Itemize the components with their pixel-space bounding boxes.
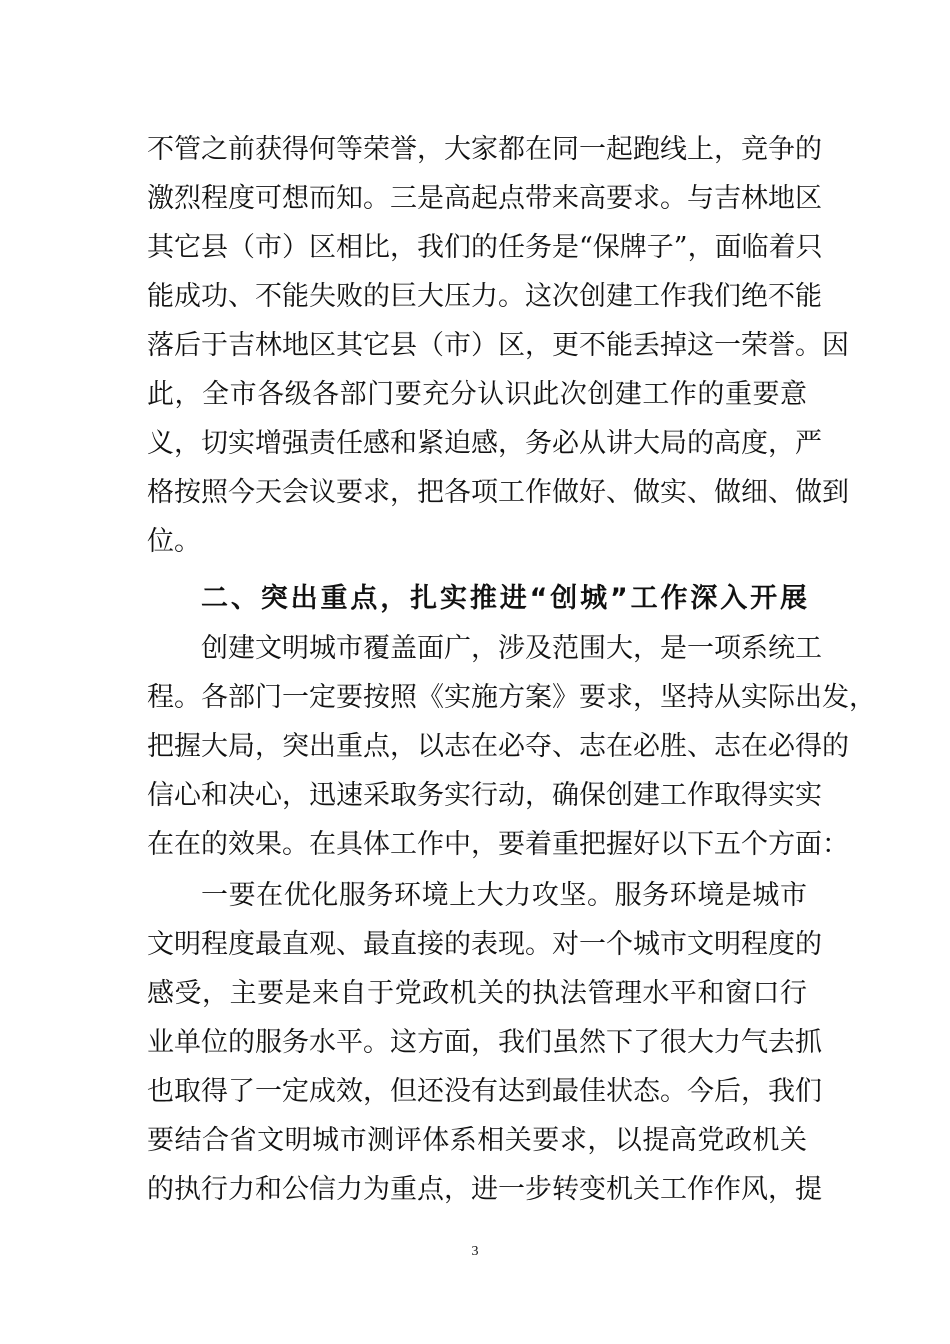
body-text-line: 的执行力和公信力为重点，进一步转变机关工作作风，提 — [147, 1174, 822, 1205]
body-text-line: 感受，主要是来自于党政机关的执法管理水平和窗口行 — [147, 978, 807, 1009]
body-text-line: 位。 — [147, 526, 201, 557]
body-text-line: 格按照今天会议要求，把各项工作做好、做实、做细、做到 — [147, 477, 849, 508]
body-text-line: 文明程度最直观、最直接的表现。对一个城市文明程度的 — [147, 929, 822, 960]
body-text-line: 落后于吉林地区其它县（市）区，更不能丢掉这一荣誉。因 — [147, 330, 849, 361]
body-text-line: 信心和决心，迅速采取务实行动，确保创建工作取得实实 — [147, 780, 822, 811]
body-text-line: 一要在优化服务环境上大力攻坚。服务环境是城市 — [201, 880, 807, 911]
section-heading: 二、突出重点，扎实推进“创城”工作深入开展 — [201, 583, 807, 614]
body-text-line: 在在的效果。在具体工作中，要着重把握好以下五个方面： — [147, 829, 849, 860]
body-text-line: 程。各部门一定要按照《实施方案》要求，坚持从实际出发， — [147, 682, 876, 713]
body-text-line: 创建文明城市覆盖面广，涉及范围大，是一项系统工 — [201, 633, 822, 664]
body-text-line: 其它县（市）区相比，我们的任务是“保牌子”，面临着只 — [147, 232, 823, 263]
page-number: 3 — [471, 1244, 479, 1259]
body-text-line: 激烈程度可想而知。三是高起点带来高要求。与吉林地区 — [147, 183, 822, 214]
body-text-line: 业单位的服务水平。这方面，我们虽然下了很大力气去抓 — [147, 1027, 822, 1058]
body-text-line: 不管之前获得何等荣誉，大家都在同一起跑线上，竞争的 — [147, 134, 822, 165]
body-text-line: 把握大局，突出重点，以志在必夺、志在必胜、志在必得的 — [147, 731, 849, 762]
body-text-line: 也取得了一定成效，但还没有达到最佳状态。今后，我们 — [147, 1076, 822, 1107]
body-text-line: 义，切实增强责任感和紧迫感，务必从讲大局的高度，严 — [147, 428, 822, 459]
body-text-line: 要结合省文明城市测评体系相关要求，以提高党政机关 — [147, 1125, 807, 1156]
body-text-line: 此，全市各级各部门要充分认识此次创建工作的重要意 — [147, 379, 807, 410]
body-text-line: 能成功、不能失败的巨大压力。这次创建工作我们绝不能 — [147, 281, 822, 312]
